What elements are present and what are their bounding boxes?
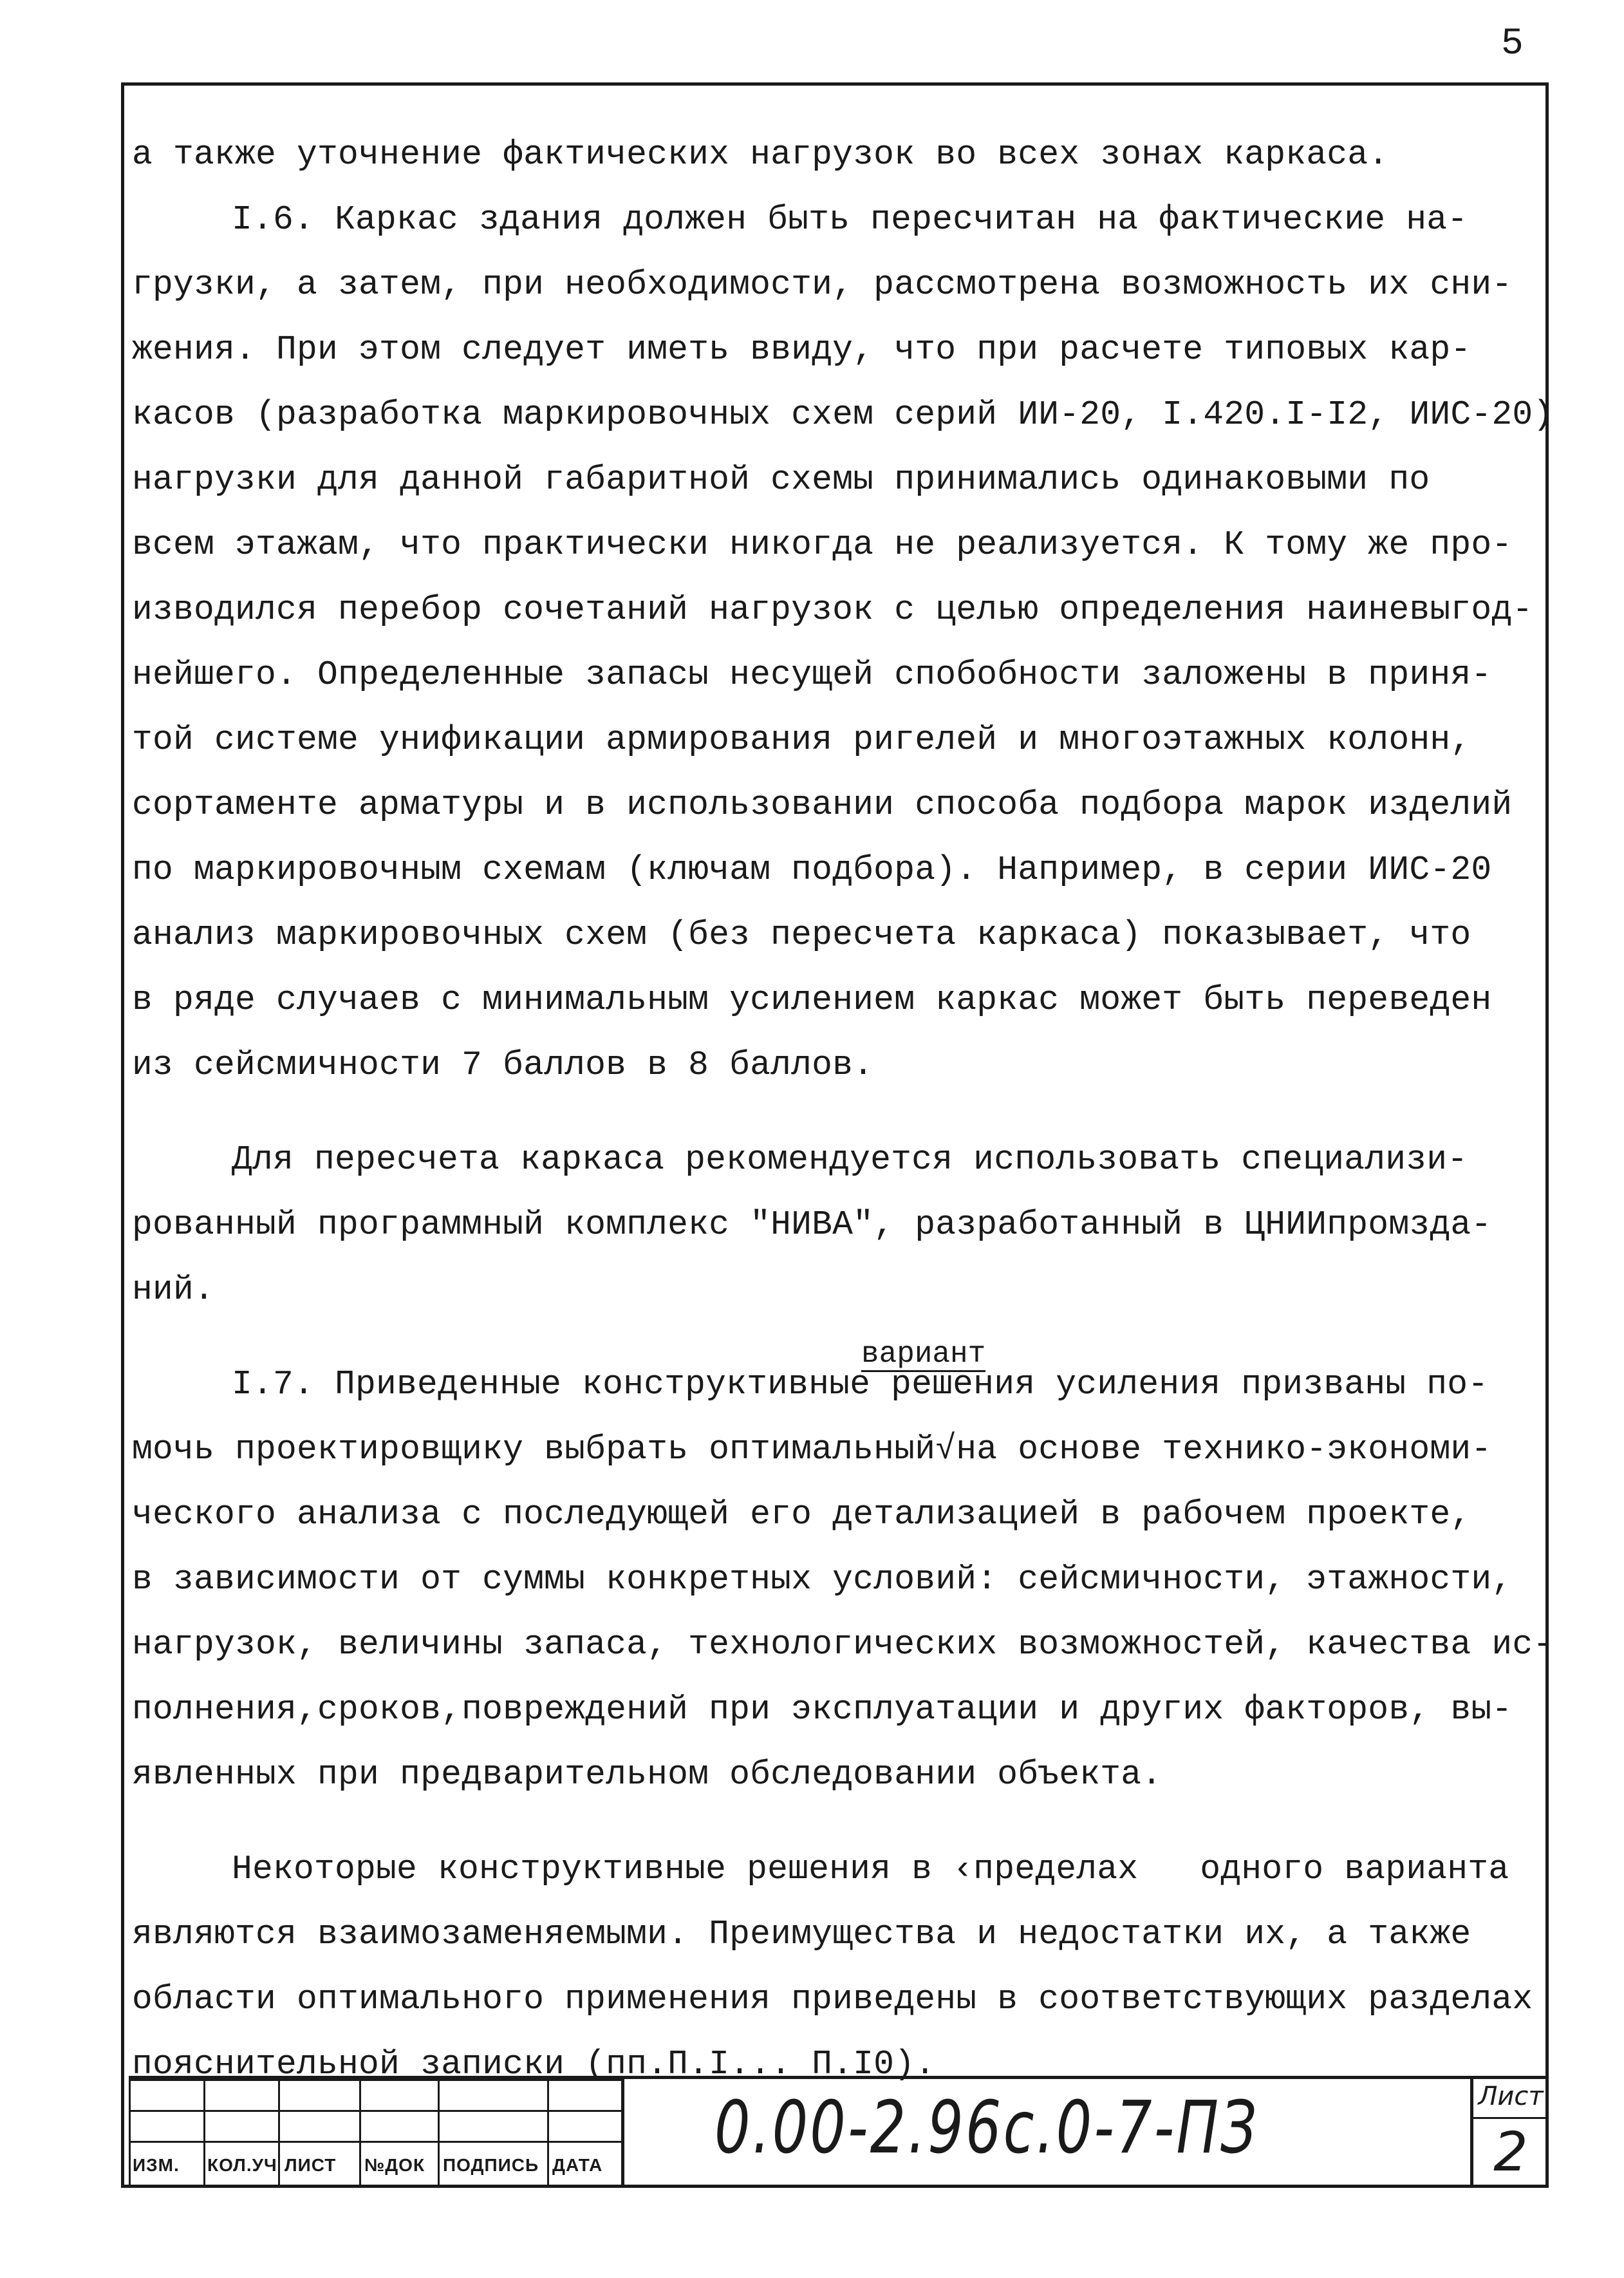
- sheet-label: Лист: [1473, 2076, 1548, 2119]
- text-line: нагрузок, величины запаса, технологических возможностей, качества ис-: [132, 1625, 1554, 1664]
- paragraph-gap: [132, 1807, 1542, 1837]
- text-line: изводился перебор сочетаний нагрузок с целью определения наиневыгод-: [132, 590, 1533, 629]
- body-text: [132, 122, 1554, 2097]
- column-label-list: ЛИСТ: [285, 2155, 337, 2175]
- text-line: в зависимости от суммы конкретных условий: сейсмичности, этажности,: [132, 1560, 1513, 1599]
- paragraph-gap: [132, 1323, 1542, 1352]
- paragraph-gap: [132, 1098, 1542, 1127]
- text-line: пояснительной записки (пп.П.I... П.I0).: [132, 2045, 936, 2084]
- column-label-kol-uch: КОЛ.УЧ: [207, 2155, 277, 2175]
- text-line: I.6. Каркас здания должен быть пересчитан на фактические на-: [232, 200, 1468, 239]
- column-label-izm: ИЗМ.: [133, 2155, 180, 2175]
- grid-line: [129, 2079, 131, 2188]
- grid-line: [203, 2079, 205, 2188]
- text-line: являются взаимозаменяемыми. Преимущества и недостатки их, а также: [132, 1915, 1471, 1953]
- text-line: Для пересчета каркаса рекомендуется использовать специализи-: [232, 1140, 1468, 1179]
- text-line: полнения,сроков,повреждений при эксплуатации и других факторов, вы-: [132, 1690, 1513, 1729]
- text-line: нагрузки для данной габаритной схемы принимались одинаковыми по: [132, 460, 1430, 499]
- text-line: из сейсмичности 7 баллов в 8 баллов.: [132, 1046, 874, 1084]
- handwritten-insertion: вариант: [861, 1337, 986, 1371]
- text-line: по маркировочным схемам (ключам подбора). Например, в серии ИИС-20: [132, 851, 1492, 889]
- text-line: а также уточнение фактических нагрузок во всех зонах каркаса.: [132, 135, 1389, 174]
- revision-grid: [129, 2079, 624, 2188]
- text-line: мочь проектировщику выбрать оптимальный√на основе технико-экономи-: [132, 1430, 1492, 1469]
- text-line: нейшего. Определенные запасы несущей спобобности заложены в приня-: [132, 655, 1492, 694]
- sheet-box: [1470, 2076, 1548, 2188]
- text-line: явленных при предварительном обследовании объекта.: [132, 1755, 1162, 1794]
- grid-line: [278, 2079, 280, 2188]
- text-line: ческого анализа с последующей его детализацией в рабочем проекте,: [132, 1495, 1471, 1534]
- text-line: ний.: [132, 1270, 215, 1309]
- text-line: касов (разработка маркировочных схем серий ИИ-20, I.420.I-I2, ИИС-20): [132, 395, 1554, 434]
- column-label-data: ДАТА: [552, 2155, 603, 2175]
- column-label-n-dok: №ДОК: [364, 2155, 425, 2175]
- grid-line: [359, 2079, 361, 2188]
- page-number: 5: [1501, 23, 1524, 65]
- text-line: рованный программный комплекс "НИВА", разработанный в ЦНИИпромзда-: [132, 1205, 1492, 1244]
- text-line: грузки, а затем, при необходимости, рассмотрена возможность их сни-: [132, 265, 1513, 304]
- sheet-number: 2: [1493, 2120, 1528, 2183]
- grid-line: [438, 2079, 440, 2188]
- document-code: 0.00-2.96с.0-7-ПЗ: [714, 2086, 1259, 2170]
- text-line: жения. При этом следует иметь ввиду, что при расчете типовых кар-: [132, 330, 1471, 369]
- text-line: той системе унификации армирования ригелей и многоэтажных колонн,: [132, 720, 1471, 759]
- text-line: анализ маркировочных схем (без пересчета каркаса) показывает, что: [132, 916, 1471, 954]
- grid-line: [547, 2079, 549, 2188]
- column-label-podpis: ПОДПИСЬ: [443, 2155, 539, 2175]
- text-line: области оптимального применения приведены в соответствующих разделах: [132, 1980, 1533, 2019]
- text-line: в ряде случаев с минимальным усилением каркас может быть переведен: [132, 981, 1492, 1019]
- text-line: сортаменте арматуры и в использовании способа подбора марок изделий: [132, 786, 1513, 824]
- text-line: всем этажам, что практически никогда не реализуется. К тому же про-: [132, 525, 1513, 564]
- text-line: Некоторые конструктивные решения в ‹пределах одного варианта: [232, 1850, 1509, 1888]
- text-line: I.7. Приведенные конструктивные решения усиления призваны по-: [232, 1365, 1489, 1404]
